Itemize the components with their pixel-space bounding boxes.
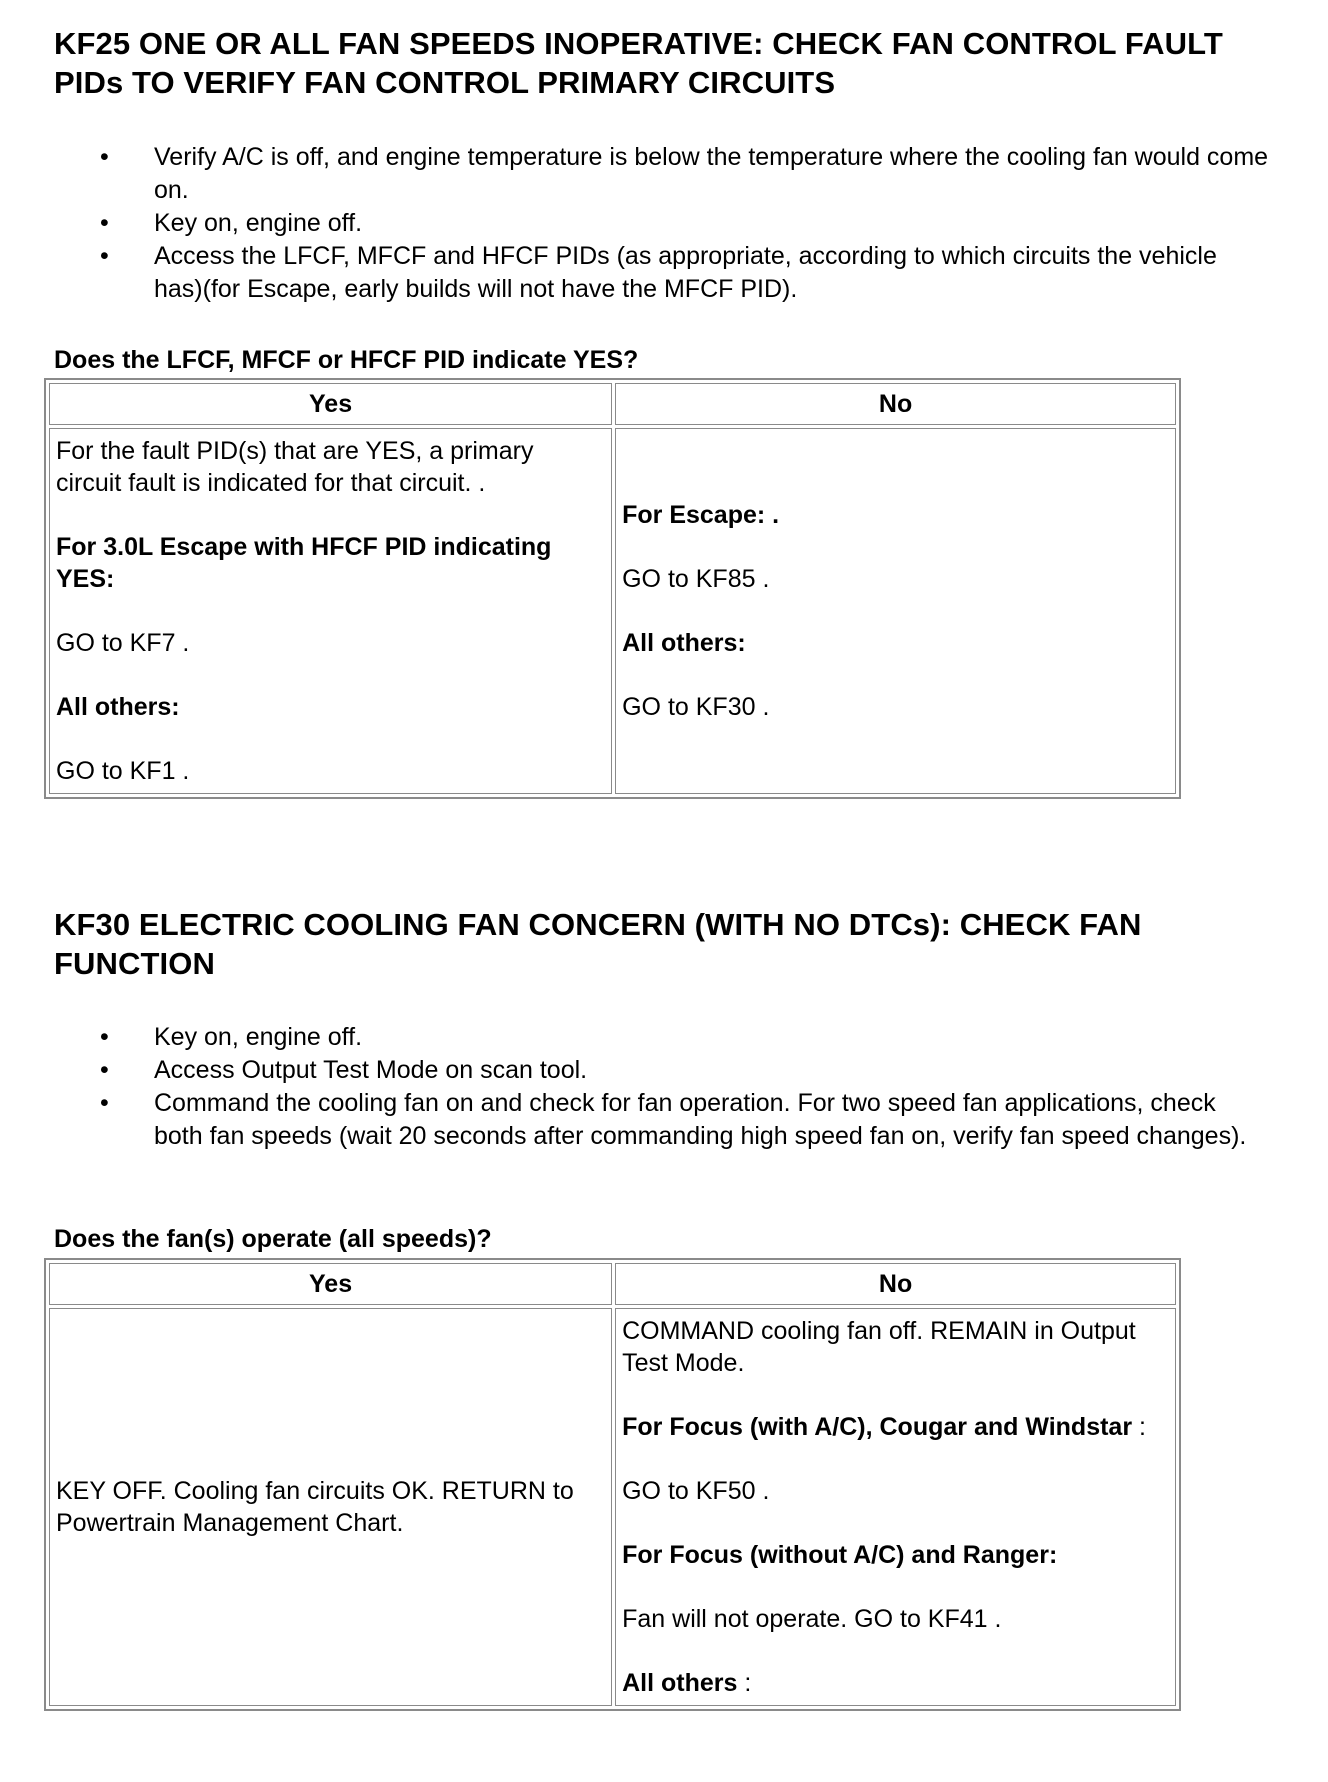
section-kf30-steps [100,1021,1270,1153]
cell-heading-bold: All others [622,1669,738,1697]
table-header-row [49,383,1176,425]
cell-heading [622,1667,1169,1699]
list-item: • Access Output Test Mode on scan tool. [100,1054,1270,1087]
section-kf30-title: KF30 ELECTRIC COOLING FAN CONCERN (WITH NO DTCs): CHECK FAN FUNCTION [54,907,1142,981]
cell-heading-tail: : [1132,1413,1146,1441]
cell-heading-tail: : [737,1669,752,1697]
cell-text: GO to KF1 . [56,757,190,785]
no-cell [615,1308,1176,1706]
cell-text: COMMAND cooling fan off. REMAIN in Output Test Mode. [622,1317,1136,1377]
section-kf25-question: Does the LFCF, MFCF or HFCF PID indicate YES? [54,346,639,374]
cell-text: GO to KF7 . [56,629,190,657]
yes-cell [49,1308,612,1706]
section-kf25-steps [100,141,1270,306]
no-column-header: No [615,383,1176,425]
list-item: • Command the cooling fan on and check for fan operation. For two speed fan applications, check both fan speeds (wait 20 seconds after commanding high speed fan on, verify fan speed changes). [100,1087,1270,1153]
cell-heading: For 3.0L Escape with HFCF PID indicating YES: [56,533,552,593]
yes-column-header: Yes [49,383,612,425]
cell-text: GO to KF30 . [622,693,770,721]
section-kf30-table [44,1258,1181,1711]
list-item: • Key on, engine off. [100,207,1270,240]
cell-heading: For Focus (without A/C) and Ranger: [622,1541,1058,1569]
cell-text: Fan will not operate. GO to KF41 . [622,1605,1002,1633]
cell-text: For the fault PID(s) that are YES, a primary circuit fault is indicated for that circuit. . [56,437,534,497]
cell-text: GO to KF50 . [622,1477,770,1505]
cell-heading: All others: [56,693,180,721]
section-kf25-table [44,378,1181,799]
no-column-header: No [615,1263,1176,1305]
table-row [49,1308,1176,1706]
no-cell [615,428,1176,794]
table-header-row [49,1263,1176,1305]
cell-text: KEY OFF. Cooling fan circuits OK. RETURN to Powertrain Management Chart. [56,1477,574,1537]
cell-heading: For Escape: . [622,501,780,529]
table-row [49,428,1176,794]
cell-heading: All others: [622,629,746,657]
list-item: • Key on, engine off. [100,1021,1270,1054]
list-item: • Access the LFCF, MFCF and HFCF PIDs (as appropriate, according to which circuits the vehicle has)(for Escape, early builds will not have the MFCF PID). [100,240,1270,306]
section-kf25-title: KF25 ONE OR ALL FAN SPEEDS INOPERATIVE: CHECK FAN CONTROL FAULT PIDs TO VERIFY FAN CONTROL PRIMARY CIRCUITS [54,26,1223,100]
cell-heading-bold: For Focus (with A/C), Cougar and Windstar [622,1413,1133,1441]
section-kf30-question: Does the fan(s) operate (all speeds)? [54,1225,492,1253]
yes-cell [49,428,612,794]
list-item: • Verify A/C is off, and engine temperature is below the temperature where the cooling fan would come on. [100,141,1270,207]
cell-text: GO to KF85 . [622,565,770,593]
cell-heading [622,1411,1169,1443]
yes-column-header: Yes [49,1263,612,1305]
